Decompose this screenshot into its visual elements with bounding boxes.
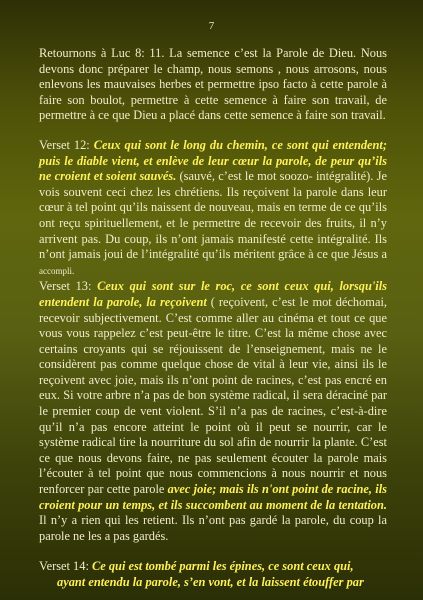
verse-13-label: Verset 13: (39, 279, 98, 294)
page-number: 7 (208, 20, 215, 32)
verse-13-quote-2: avec joie; mais ils n'ont point de racine, ils croient pour un temps, et ils succombent au moment de la tentation. (39, 482, 387, 512)
verse-13-commentary-1: ( reçoivent, c’est le mot déchomai, recevoir subjectivement. C’est comme aller au cinéma et tout ce que vous vous rappelez c’est peut-être le titre. C’est la même chose avec certains croyants qui se réjouissent de l’enseignement, mais ne le considèrent pas comme quelque chose de vital à leur vie, ainsi ils le reçoivent avec joie, mais ils n’ont point de racines, c’est pas encré en eux. Si votre arbre n’a pas de bon système radical, il sera déraciné par le premier coup de vent violent. S’il n’a pas de racines, c’est-à-dire qu’il n’a pas encore atteint le point où il peut se nourrir, car le système radical tire la nourriture du sol afin de nourrir la plante. C’est ce que nous devons faire, ne pas seulement écouter la parole mais l’écouter à tel point que nous commencions à nous nourrir et nous renforcer par cette parole (39, 294, 387, 497)
verse-12-paragraph (39, 138, 387, 279)
intro-paragraph: Retournons à Luc 8: 11. La semence c’est la Parole de Dieu. Nous devons donc préparer le champ, nous semons , nous arrosons, nous enlevons les mauvaises herbes et permettre ipso facto à cette parole à faire son boulot, permettre à cette semence à faire son travail, de permettre à ce que Dieu a placé dans cette semence à faire son travail. (39, 46, 387, 123)
verse-14-label: Verset 14: (39, 559, 92, 574)
verse-14-paragraph (39, 558, 387, 574)
verse-13-paragraph (39, 279, 387, 544)
verse-14-continuation (39, 574, 387, 590)
verse-12-quote: Ceux qui sont le long du chemin, ce sont qui entendent; puis le diable vient, et enlève de leur cœur la parole, de peur qu’ils ne croient et soient sauvés. (39, 137, 387, 184)
paragraph-spacer (39, 544, 387, 558)
verse-13-commentary-2: Il n’y a rien qui les retient. Ils n’ont pas gardé la parole, du coup la parole ne les a pas gardés. (39, 513, 387, 543)
verse-12-end-word: accompli. (39, 265, 75, 276)
verse-12-label: Verset 12: (39, 137, 94, 152)
verse-14-quote-2: ayant entendu la parole, s’en vont, et la laissent étouffer par (57, 575, 364, 590)
verse-12-commentary: (sauvé, c’est le mot soozo- intégralité). Je vois souvent ceci chez les chrétiens. Ils reçoivent la parole dans leur cœur à tel point qu’ils naissent de nouveau, mais en terme de ce qu’ils ont reçu spirituellement, et le permettre de recevoir des fruits, il n’y arrivent pas. Du coup, ils n’ont jamais manifesté cette intégralité. Ils n’ont jamais joui de l’intégralité qu’ils méritent grâce à ce que Jésus a (39, 169, 387, 262)
paragraph-spacer (39, 124, 387, 138)
document-body (39, 46, 387, 590)
verse-14-quote-1: Ce qui est tombé parmi les épines, ce sont ceux qui, (92, 559, 354, 574)
verse-13-quote-1: Ceux qui sont sur le roc, ce sont ceux qui, lorsqu'ils entendent la parole, la reçoivent (39, 279, 387, 309)
